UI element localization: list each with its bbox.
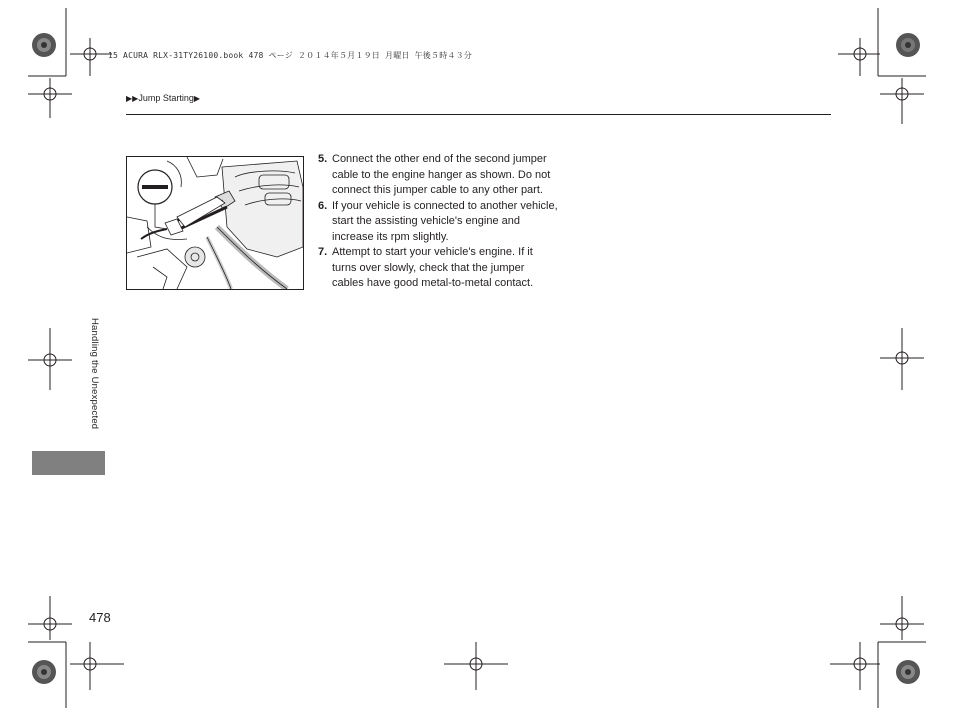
engine-hanger-figure: [126, 156, 304, 290]
section-side-label: Handling the Unexpected: [89, 318, 100, 430]
step-5: [318, 152, 558, 199]
negative-terminal-icon: [138, 170, 172, 204]
breadcrumb: [126, 93, 200, 103]
step-text: Attempt to start your vehicle's engine. If it turns over slowly, check that the jumper cables have good metal-to-metal contact.: [332, 246, 534, 289]
page-number: 478: [89, 610, 111, 625]
engine-hanger-clamp-illustration: [127, 157, 303, 289]
header-rule: [126, 114, 831, 115]
breadcrumb-title: Jump Starting: [138, 93, 194, 103]
step-text: If your vehicle is connected to another vehicle, start the assisting vehicle's engine and increase its rpm slightly.: [332, 199, 558, 243]
step-number: 6.: [318, 199, 328, 212]
breadcrumb-trailing-marker: ▶: [193, 94, 200, 103]
breadcrumb-marker: ▶▶: [126, 94, 139, 103]
step-number: 5.: [318, 153, 328, 165]
step-number: 7.: [318, 246, 328, 258]
section-tab: [32, 451, 105, 475]
instruction-steps: [318, 152, 558, 292]
step-7: [318, 245, 558, 292]
step-text: Connect the other end of the second jumper cable to the engine hanger as shown. Do not connect this jumper cable to any other part.: [332, 153, 551, 196]
step-6: [318, 199, 558, 246]
print-header: 15 ACURA RLX-31TY26100.book 478 ページ ２０１４年５月１９日 月曜日 午後５時４３分: [108, 51, 473, 60]
